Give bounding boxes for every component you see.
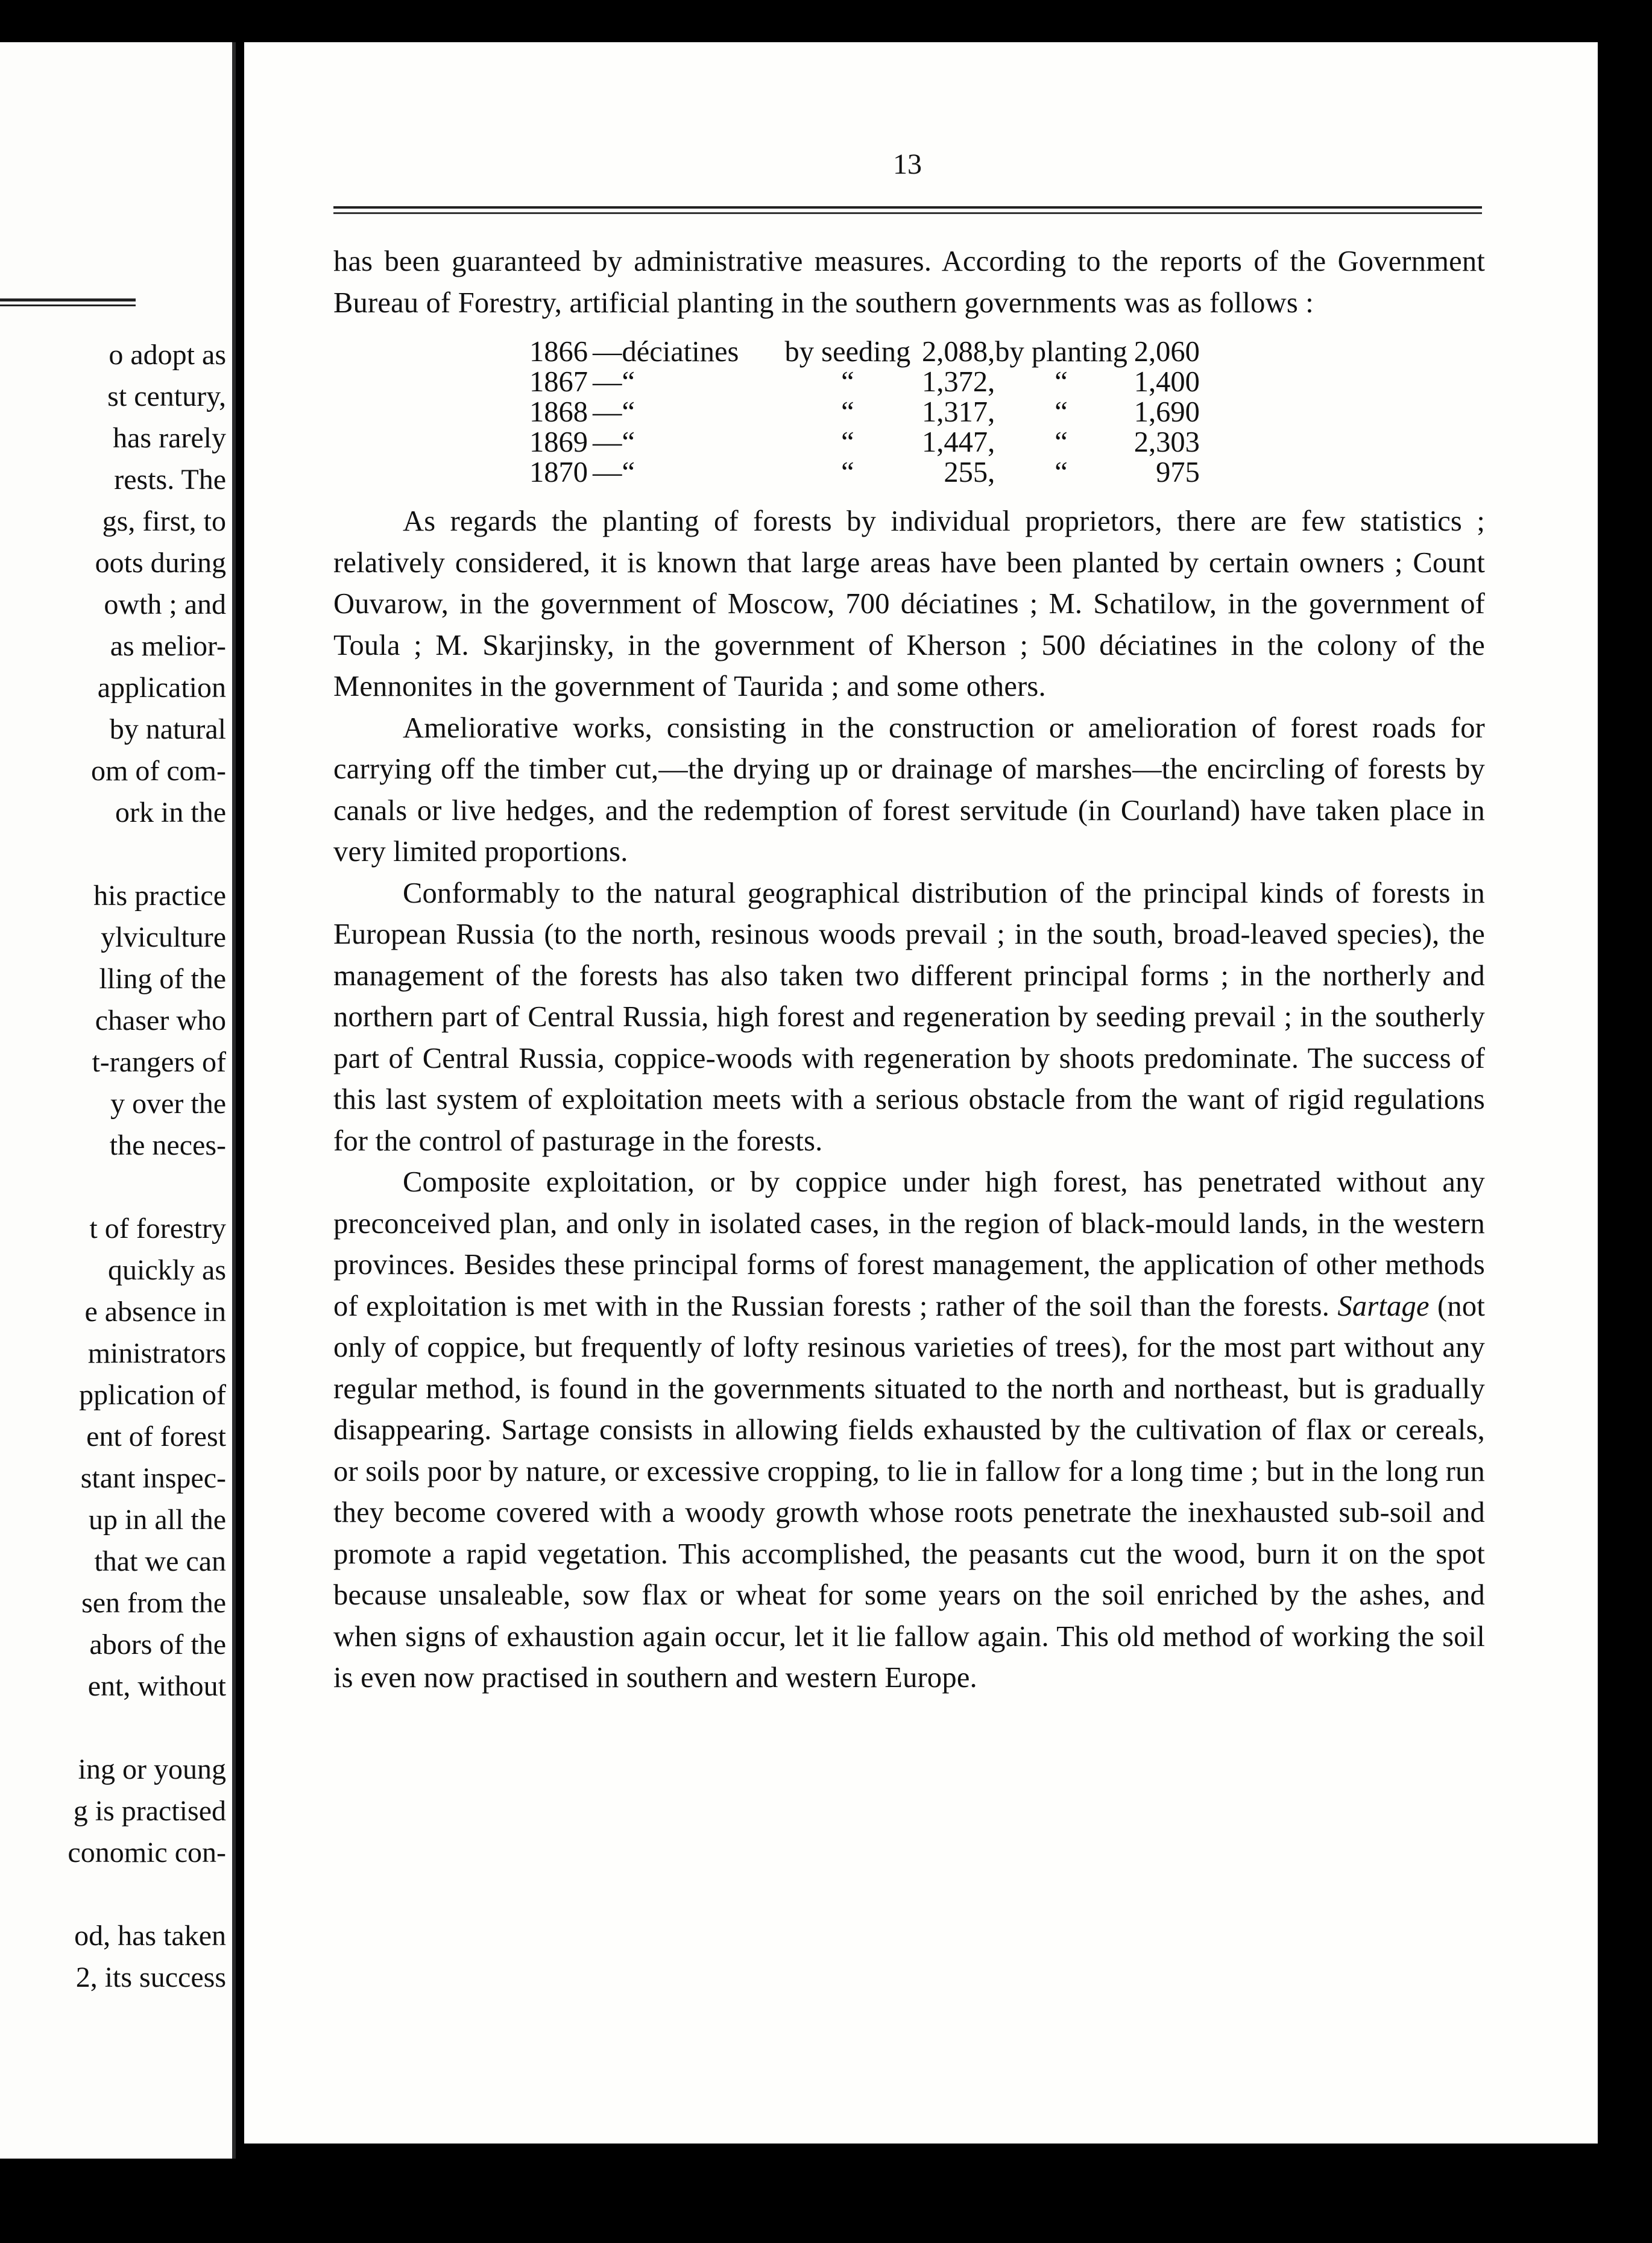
- table-cell-by2: by planting: [995, 336, 1127, 368]
- page-number: 13: [893, 148, 922, 180]
- previous-page-line: chaser who: [95, 1005, 226, 1036]
- table-row: [529, 367, 1200, 397]
- table-cell-unit: “: [622, 426, 635, 458]
- previous-page-line: ent, without: [87, 1670, 226, 1702]
- table-cell-dash: —: [593, 456, 622, 488]
- header-rule: [333, 206, 1482, 214]
- table-cell-by: “: [841, 366, 854, 398]
- previous-page-line: y over the: [110, 1088, 226, 1120]
- table-cell-by2: “: [1055, 456, 1068, 488]
- table-cell-year: 1866: [529, 336, 588, 368]
- previous-page-fragment: [0, 42, 236, 2159]
- table-cell-planting: 2,060: [1133, 336, 1200, 368]
- paragraph-forest-forms: Conformably to the natural geographical distribution of the principal kinds of forests in European Russia (to the north, resinous woods prevail ; in the south, broad-leaved species), the management of the forests has also taken two different principal forms ; in the northerly and northern part of Central Russia, high forest and regeneration by seeding prevail ; in the southerly part of Central Russia, coppice-woods with regeneration by shoots predominate. The success of this last system of exploitation meets with a serious obstacle from the want of rigid regulations for the control of pasturage in the forests.: [333, 877, 1485, 1157]
- previous-page-line: t-rangers of: [92, 1046, 226, 1078]
- table-cell-year: 1867: [529, 366, 588, 398]
- previous-page-line: the neces-: [109, 1129, 226, 1161]
- table-cell-year: 1869: [529, 426, 588, 458]
- previous-page-line: ing or young: [78, 1753, 226, 1785]
- body-text: [333, 241, 1485, 1699]
- previous-page-line: conomic con-: [68, 1837, 226, 1869]
- previous-page-line: e absence in: [84, 1296, 226, 1328]
- table-cell-by: “: [841, 396, 854, 428]
- previous-page-line: owth ; and: [104, 588, 226, 620]
- previous-page-line: sen from the: [81, 1587, 226, 1619]
- previous-page-line: by natural: [109, 713, 226, 745]
- previous-page-line: ork in the: [115, 797, 226, 828]
- paragraph-ameliorative-works: Ameliorative works, consisting in the construction or amelioration of forest roads for carrying off the timber cut,—the drying up or drainage of marshes—the encircling of forests by canals or live hedges, and the redemption of forest servitude (in Courland) have taken place in very limited proportions.: [333, 711, 1485, 868]
- previous-page-line: o adopt as: [109, 339, 226, 371]
- previous-page-line: [0, 1707, 226, 1749]
- previous-page-line: lling of the: [99, 963, 226, 995]
- table-cell-dash: —: [593, 336, 622, 368]
- previous-page-line: [0, 1166, 226, 1208]
- table-cell-seeding: 1,447,: [922, 426, 995, 458]
- previous-page-text: [0, 334, 226, 1998]
- table-cell-planting: 975: [1156, 456, 1200, 488]
- table-cell-dash: —: [593, 396, 622, 428]
- previous-page-line: stant inspec-: [80, 1462, 226, 1494]
- previous-page-line: his practice: [93, 880, 226, 912]
- previous-page-line: abors of the: [89, 1629, 226, 1661]
- table-cell-by2: “: [1055, 366, 1068, 398]
- table-cell-dash: —: [593, 366, 622, 398]
- table-cell-by: by seeding: [784, 336, 911, 368]
- previous-page-line: has rarely: [113, 422, 226, 454]
- previous-page-line: ministrators: [87, 1337, 226, 1369]
- table-cell-seeding: 2,088,: [922, 336, 995, 368]
- previous-page-line: ent of forest: [86, 1421, 226, 1453]
- page: [244, 42, 1598, 2144]
- previous-page-line: ylviculture: [101, 921, 226, 953]
- table-cell-by2: “: [1055, 396, 1068, 428]
- previous-page-line: 2, its success: [75, 1961, 226, 1993]
- planting-table: [529, 337, 1200, 488]
- paragraph-composite-exploitation: [333, 1162, 1485, 1699]
- table-cell-year: 1868: [529, 396, 588, 428]
- table-cell-dash: —: [593, 426, 622, 458]
- previous-page-line: st century,: [107, 380, 226, 412]
- previous-page-line: that we can: [94, 1545, 226, 1577]
- paragraph-proprietors: As regards the planting of forests by individual proprietors, there are few statistics ; relatively considered, it is known that large areas have been planted by certain owners ; Count Ouvarow, in the government of Moscow, 700 déciatines ; M. Schatilow, in the government of Toula ; M. Skarjinsky, in the government of Kherson ; 500 déciatines in the colony of the Mennonites in the government of Taurida ; and some others.: [333, 505, 1485, 702]
- previous-page-line: [0, 833, 226, 875]
- previous-page-line: up in all the: [89, 1504, 226, 1536]
- table-cell-by: “: [841, 426, 854, 458]
- previous-page-line: application: [97, 672, 226, 704]
- previous-page-line: om of com-: [91, 755, 226, 787]
- table-cell-unit: “: [622, 456, 635, 488]
- table-row: [529, 397, 1200, 427]
- previous-page-line: quickly as: [108, 1254, 226, 1286]
- previous-page-line: pplication of: [79, 1379, 226, 1411]
- previous-page-line: od, has taken: [74, 1920, 226, 1952]
- table-cell-seeding: 1,372,: [922, 366, 995, 398]
- table-cell-planting: 1,400: [1133, 366, 1200, 398]
- table-cell-seeding: 255,: [944, 456, 995, 488]
- table-cell-unit: “: [622, 366, 635, 398]
- table-row: [529, 427, 1200, 458]
- previous-page-header-rule: [0, 298, 136, 306]
- table-cell-planting: 1,690: [1133, 396, 1200, 428]
- table-cell-year: 1870: [529, 456, 588, 488]
- previous-page-line: [0, 1873, 226, 1915]
- table-cell-unit: “: [622, 396, 635, 428]
- table-cell-by2: “: [1055, 426, 1068, 458]
- paragraph-text-b: (not only of coppice, but frequently of lofty resinous varieties of trees), for the most part without any regular method, is found in the governments situated to the north and northeast, but is gradually disappearing. Sartage consists in allowing fields exhausted by the cultivation of flax or cereals, or soils poor by nature, or excessive cropping, to lie in fallow for a long time ; but in the long run they become covered with a woody growth whose roots penetrate the inexhausted sub-soil and promote a rapid vegetation. This accomplished, the peasants cut the wood, burn it on the spot because unsaleable, sow flax or wheat for some years on the soil enriched by the ashes, and when signs of exhaustion again occur, let it lie fallow again. This old method of working the soil is even now practised in southern and western Europe.: [333, 1290, 1485, 1694]
- table-cell-planting: 2,303: [1133, 426, 1200, 458]
- table-cell-by: “: [841, 456, 854, 488]
- intro-paragraph: has been guaranteed by administrative measures. According to the reports of the Government Bureau of Forestry, artificial planting in the southern governments was as follows :: [333, 245, 1485, 319]
- previous-page-line: as melior-: [110, 630, 226, 662]
- previous-page-line: g is practised: [73, 1795, 226, 1827]
- previous-page-line: oots during: [95, 547, 226, 579]
- italic-term: Sartage: [1337, 1290, 1430, 1322]
- table-row: [529, 337, 1200, 367]
- table-cell-unit: déciatines: [622, 336, 739, 368]
- previous-page-line: rests. The: [114, 464, 226, 496]
- previous-page-line: gs, first, to: [102, 505, 226, 537]
- table-row: [529, 458, 1200, 488]
- table-cell-seeding: 1,317,: [922, 396, 995, 428]
- paragraph-text-a: Composite exploitation, or by coppice under high forest, has penetrated without any preconceived plan, and only in isolated cases, in the region of black-mould lands, in the western provinces. Besides these principal forms of forest management, the application of other methods of exploitation is met with in the Russian forests ; rather of the soil than the forests.: [333, 1166, 1485, 1322]
- previous-page-line: t of forestry: [89, 1213, 226, 1245]
